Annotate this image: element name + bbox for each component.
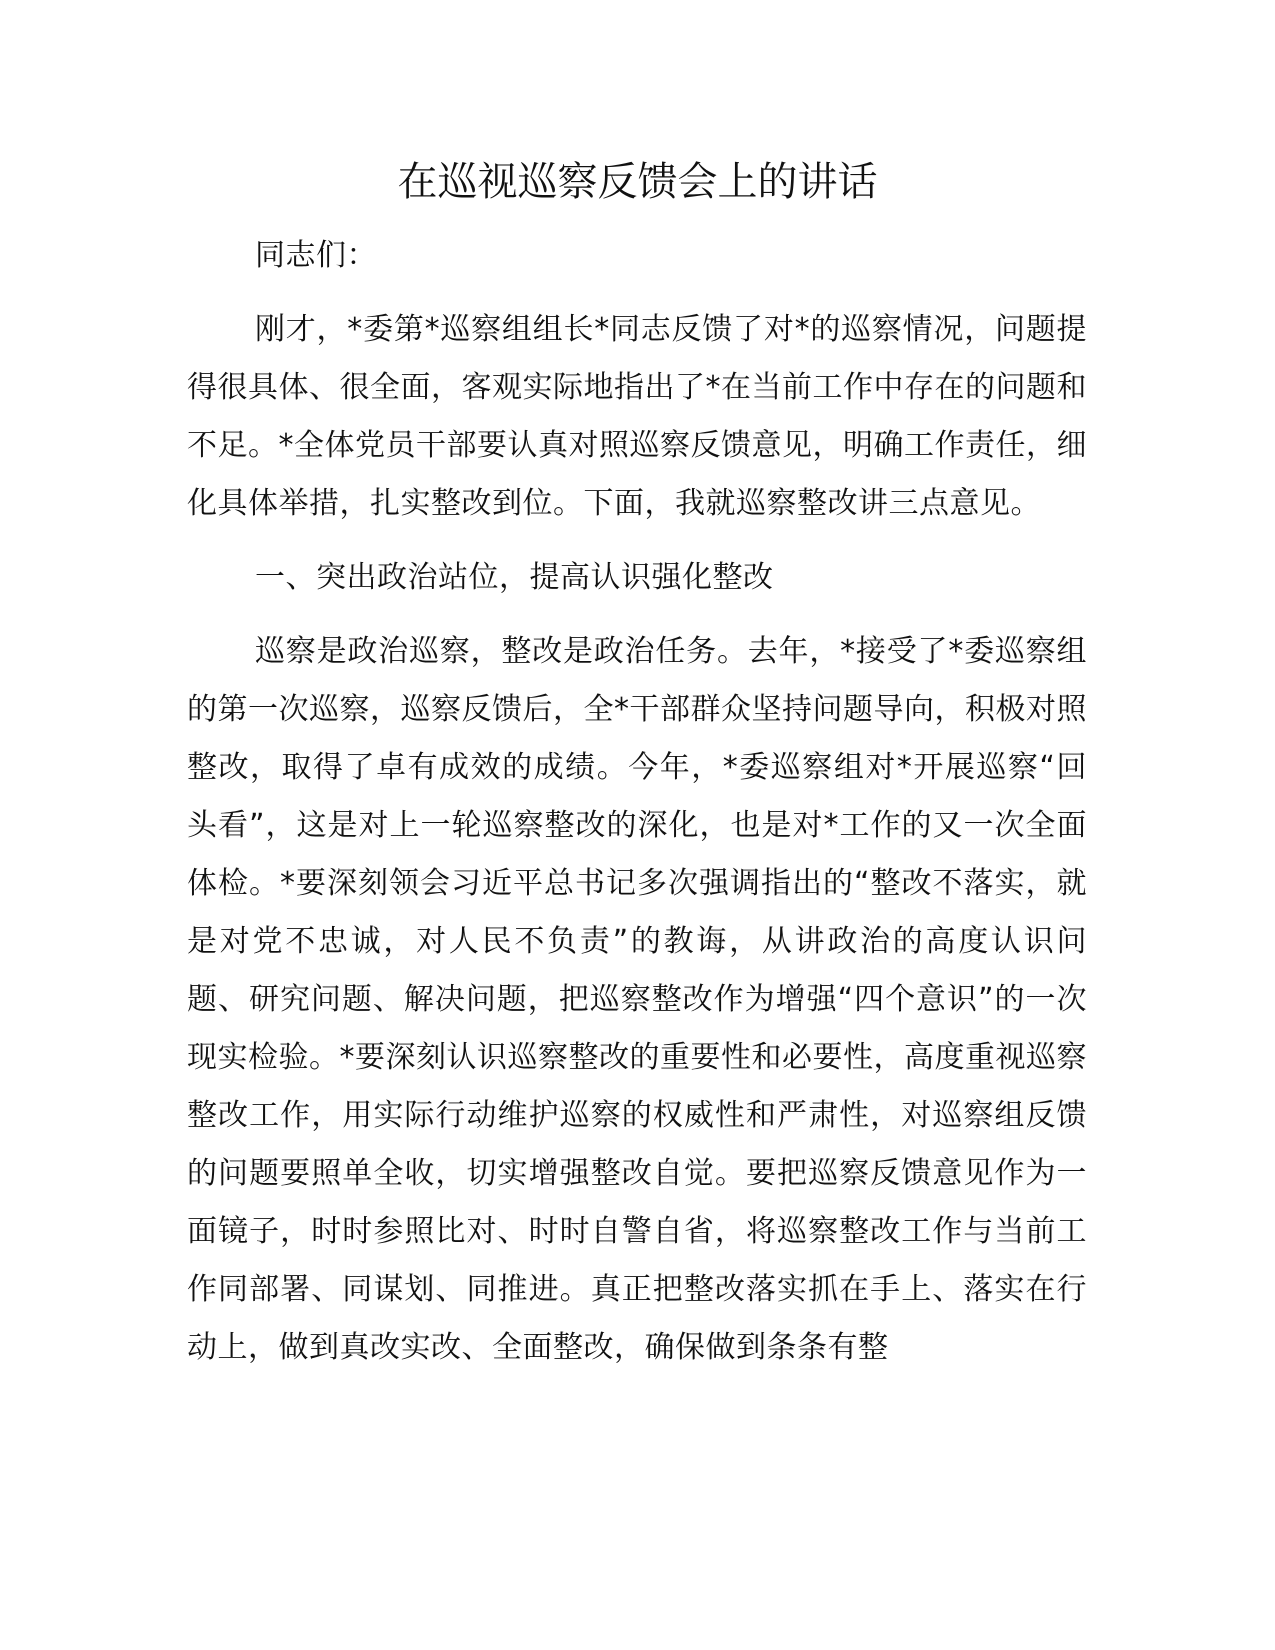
document-body [187,227,1087,1393]
section-heading-1: 一、突出政治站位，提高认识强化整改 [255,560,774,595]
paragraph-section-1: 巡察是政治巡察，整改是政治任务。去年，*接受了*委巡察组的第一次巡察，巡察反馈后，全*干部群众坚持问题导向，积极对照整改，取得了卓有成效的成绩。今年，*委巡察组对*开展巡察“回头看”，这是对上一轮巡察整改的深化，也是对*工作的又一次全面体检。*要深刻领会习近平总书记多次强调指出的“整改不落实，就是对党不忠诚，对人民不负责”的教诲，从讲政治的高度认识问题、研究问题、解决问题，把巡察整改作为增强“四个意识”的一次现实检验。*要深刻认识巡察整改的重要性和必要性，高度重视巡察整改工作，用实际行动维护巡察的权威性和严肃性，对巡察组反馈的问题要照单全收，切实增强整改自觉。要把巡察反馈意见作为一面镜子，时时参照比对、时时自警自省，将巡察整改工作与当前工作同部署、同谋划、同推进。真正把整改落实抓在手上、落实在行动上，做到真改实改、全面整改，确保做到条条有整 [187,634,1087,1365]
greeting-line: 同志们： [255,238,377,273]
document-title: 在巡视巡察反馈会上的讲话 [397,159,878,205]
paragraph-intro: 刚才，*委第*巡察组组长*同志反馈了对*的巡察情况，问题提得很具体、很全面，客观实际地指出了*在当前工作中存在的问题和不足。*全体党员干部要认真对照巡察反馈意见，明确工作责任，细化具体举措，扎实整改到位。下面，我就巡察整改讲三点意见。 [187,312,1087,521]
